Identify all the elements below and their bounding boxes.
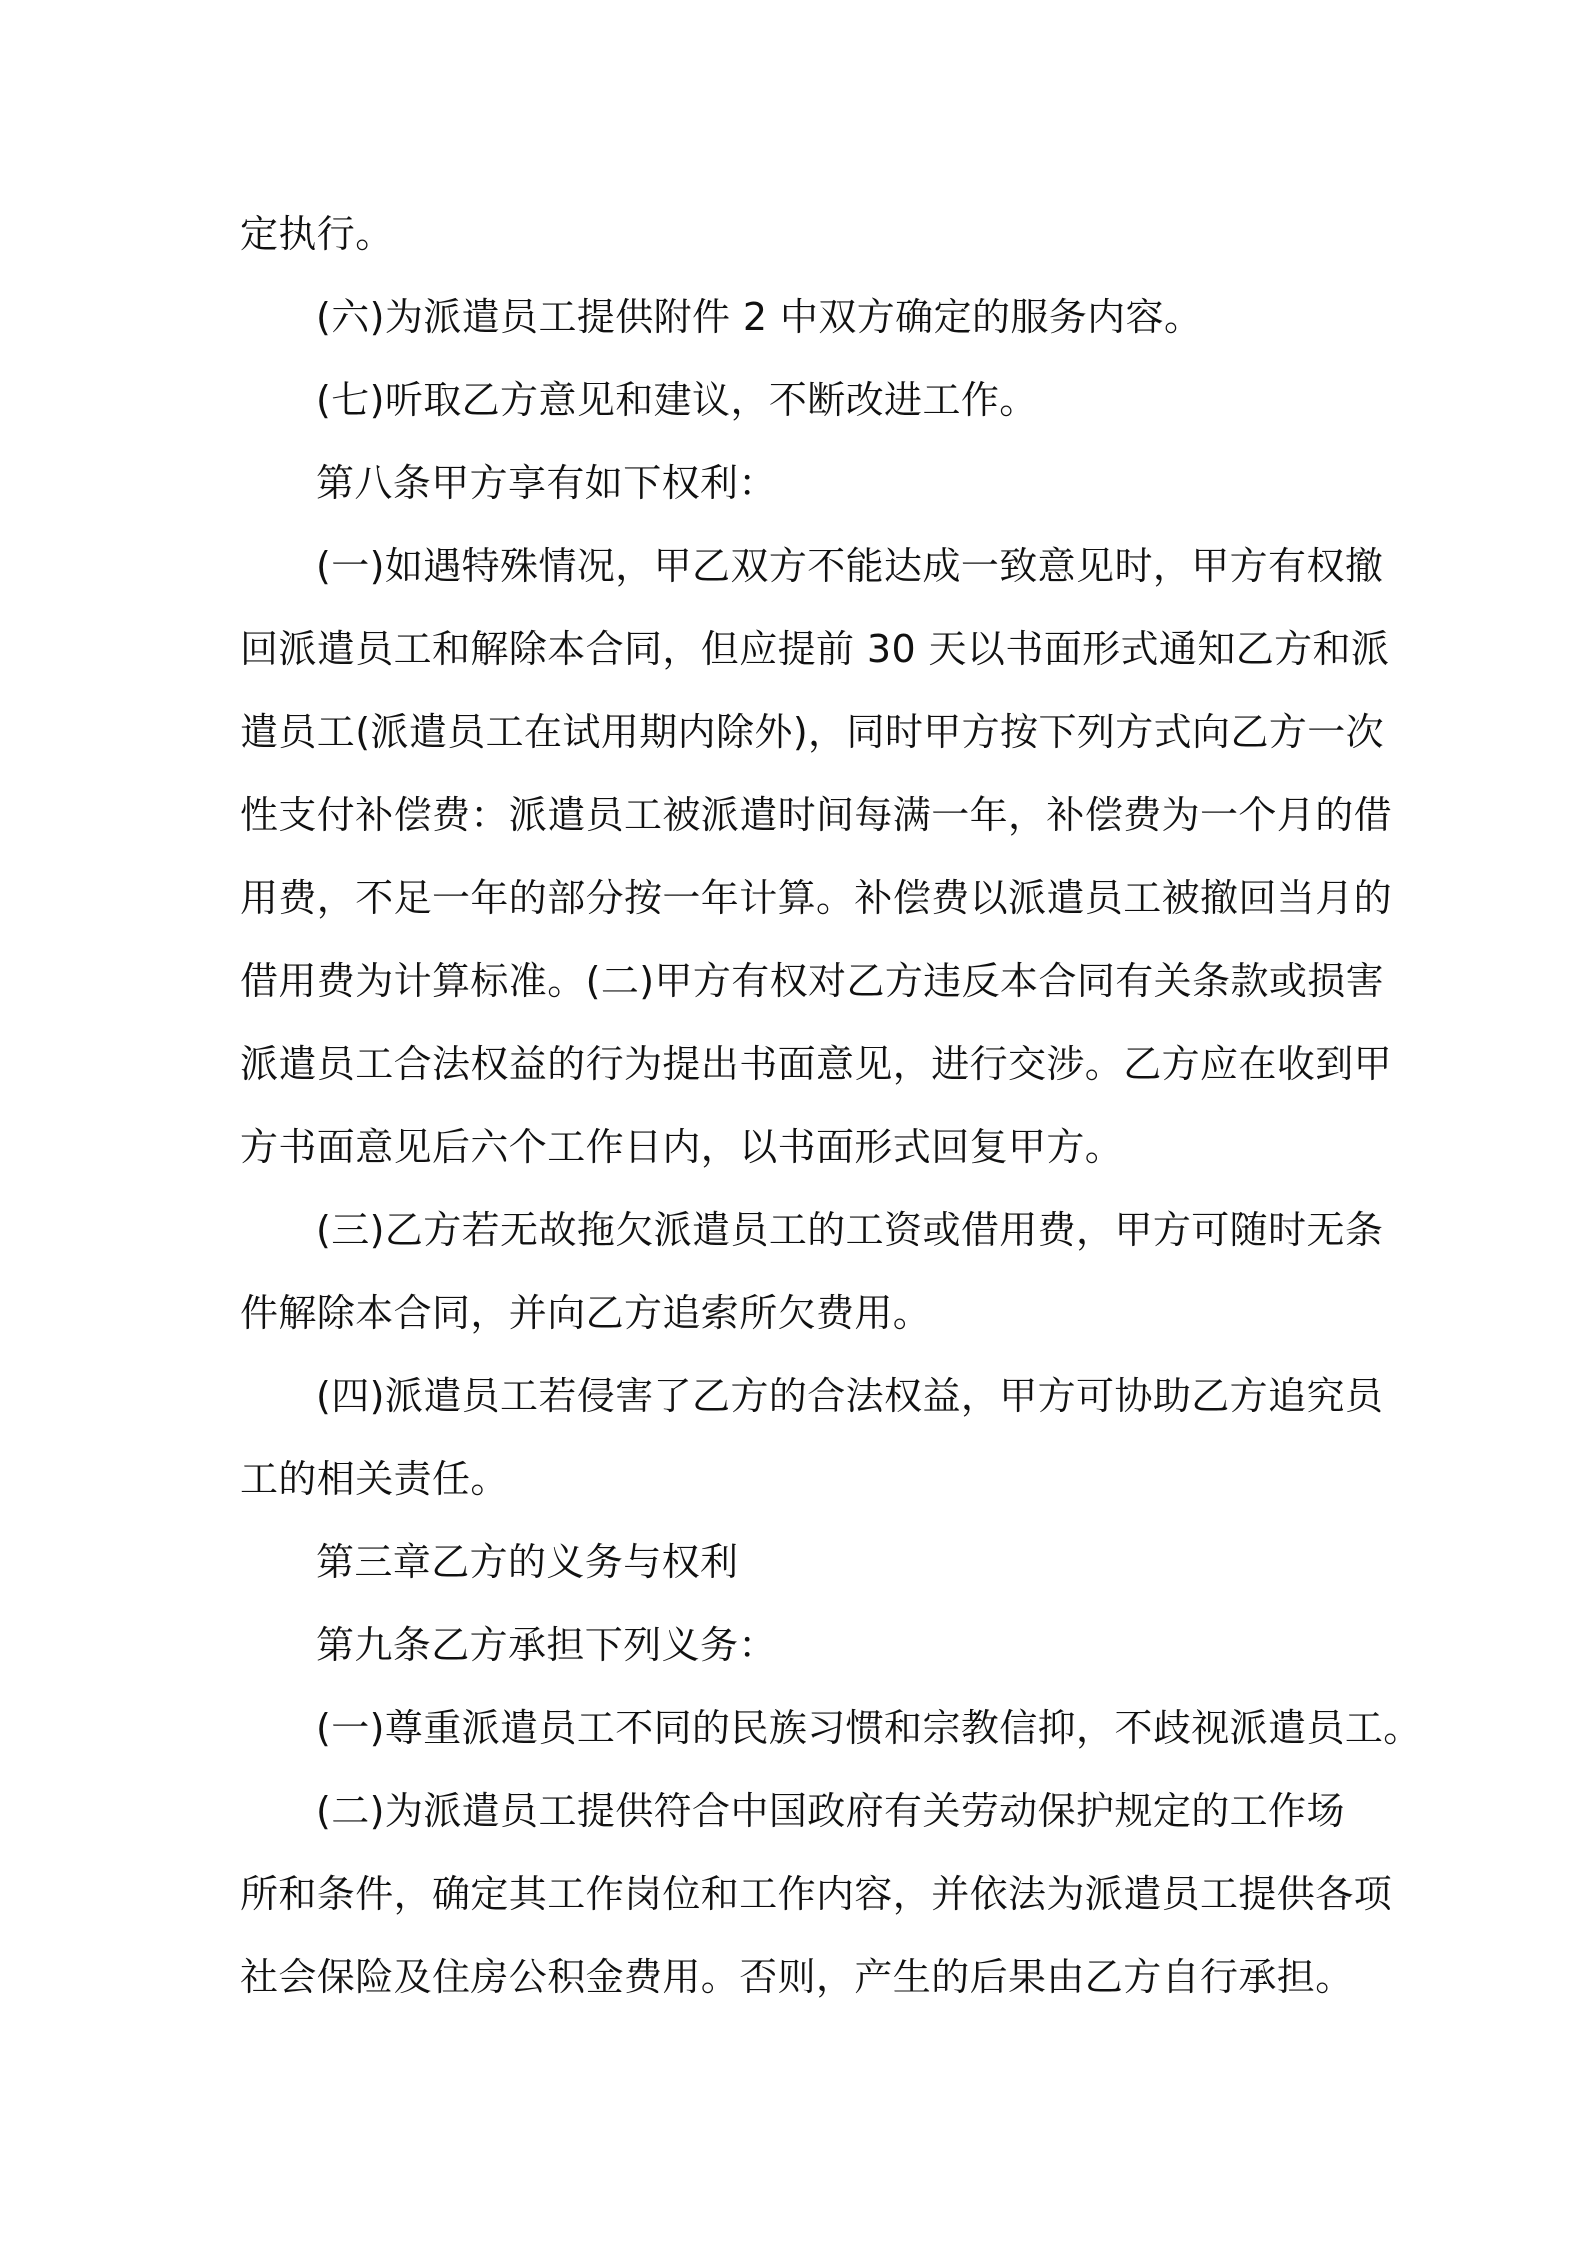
text-line: 第八条甲方享有如下权利：	[316, 461, 777, 505]
text-line: 所和条件，确定其工作岗位和工作内容，并依法为派遣员工提供各项	[240, 1872, 1393, 1916]
text-line: 件解除本合同，并向乙方追索所欠费用。	[240, 1291, 932, 1335]
text-line: 借用费为计算标准。(二)甲方有权对乙方违反本合同有关条款或损害	[240, 959, 1385, 1003]
text-line: 定执行。	[240, 212, 394, 256]
text-line: (二)为派遣员工提供符合中国政府有关劳动保护规定的工作场	[316, 1789, 1345, 1833]
text-line: (一)如遇特殊情况，甲乙双方不能达成一致意见时，甲方有权撤	[316, 544, 1384, 588]
text-line: 工的相关责任。	[240, 1457, 509, 1501]
text-line: (六)为派遣员工提供附件 2 中双方确定的服务内容。	[316, 295, 1203, 339]
text-line: (四)派遣员工若侵害了乙方的合法权益，甲方可协助乙方追究员	[316, 1374, 1384, 1418]
text-line: 第九条乙方承担下列义务：	[316, 1623, 777, 1667]
text-line: 方书面意见后六个工作日内，以书面形式回复甲方。	[240, 1125, 1124, 1169]
text-line: (一)尊重派遣员工不同的民族习惯和宗教信抑，不歧视派遣员工。	[316, 1706, 1422, 1750]
text-line: 性支付补偿费：派遣员工被派遣时间每满一年，补偿费为一个月的借	[240, 793, 1393, 837]
text-line: 遣员工(派遣员工在试用期内除外)，同时甲方按下列方式向乙方一次	[240, 710, 1385, 754]
text-line: 社会保险及住房公积金费用。否则，产生的后果由乙方自行承担。	[240, 1955, 1354, 1999]
text-line: (七)听取乙方意见和建议，不断改进工作。	[316, 378, 1038, 422]
document-body	[240, 193, 1422, 2019]
text-line: 派遣员工合法权益的行为提出书面意见，进行交涉。乙方应在收到甲	[240, 1042, 1393, 1086]
text-line: 回派遣员工和解除本合同，但应提前 30 天以书面形式通知乙方和派	[240, 627, 1390, 671]
text-line: 第三章乙方的义务与权利	[316, 1540, 739, 1584]
text-line: 用费，不足一年的部分按一年计算。补偿费以派遣员工被撤回当月的	[240, 876, 1393, 920]
text-line: (三)乙方若无故拖欠派遣员工的工资或借用费，甲方可随时无条	[316, 1208, 1384, 1252]
